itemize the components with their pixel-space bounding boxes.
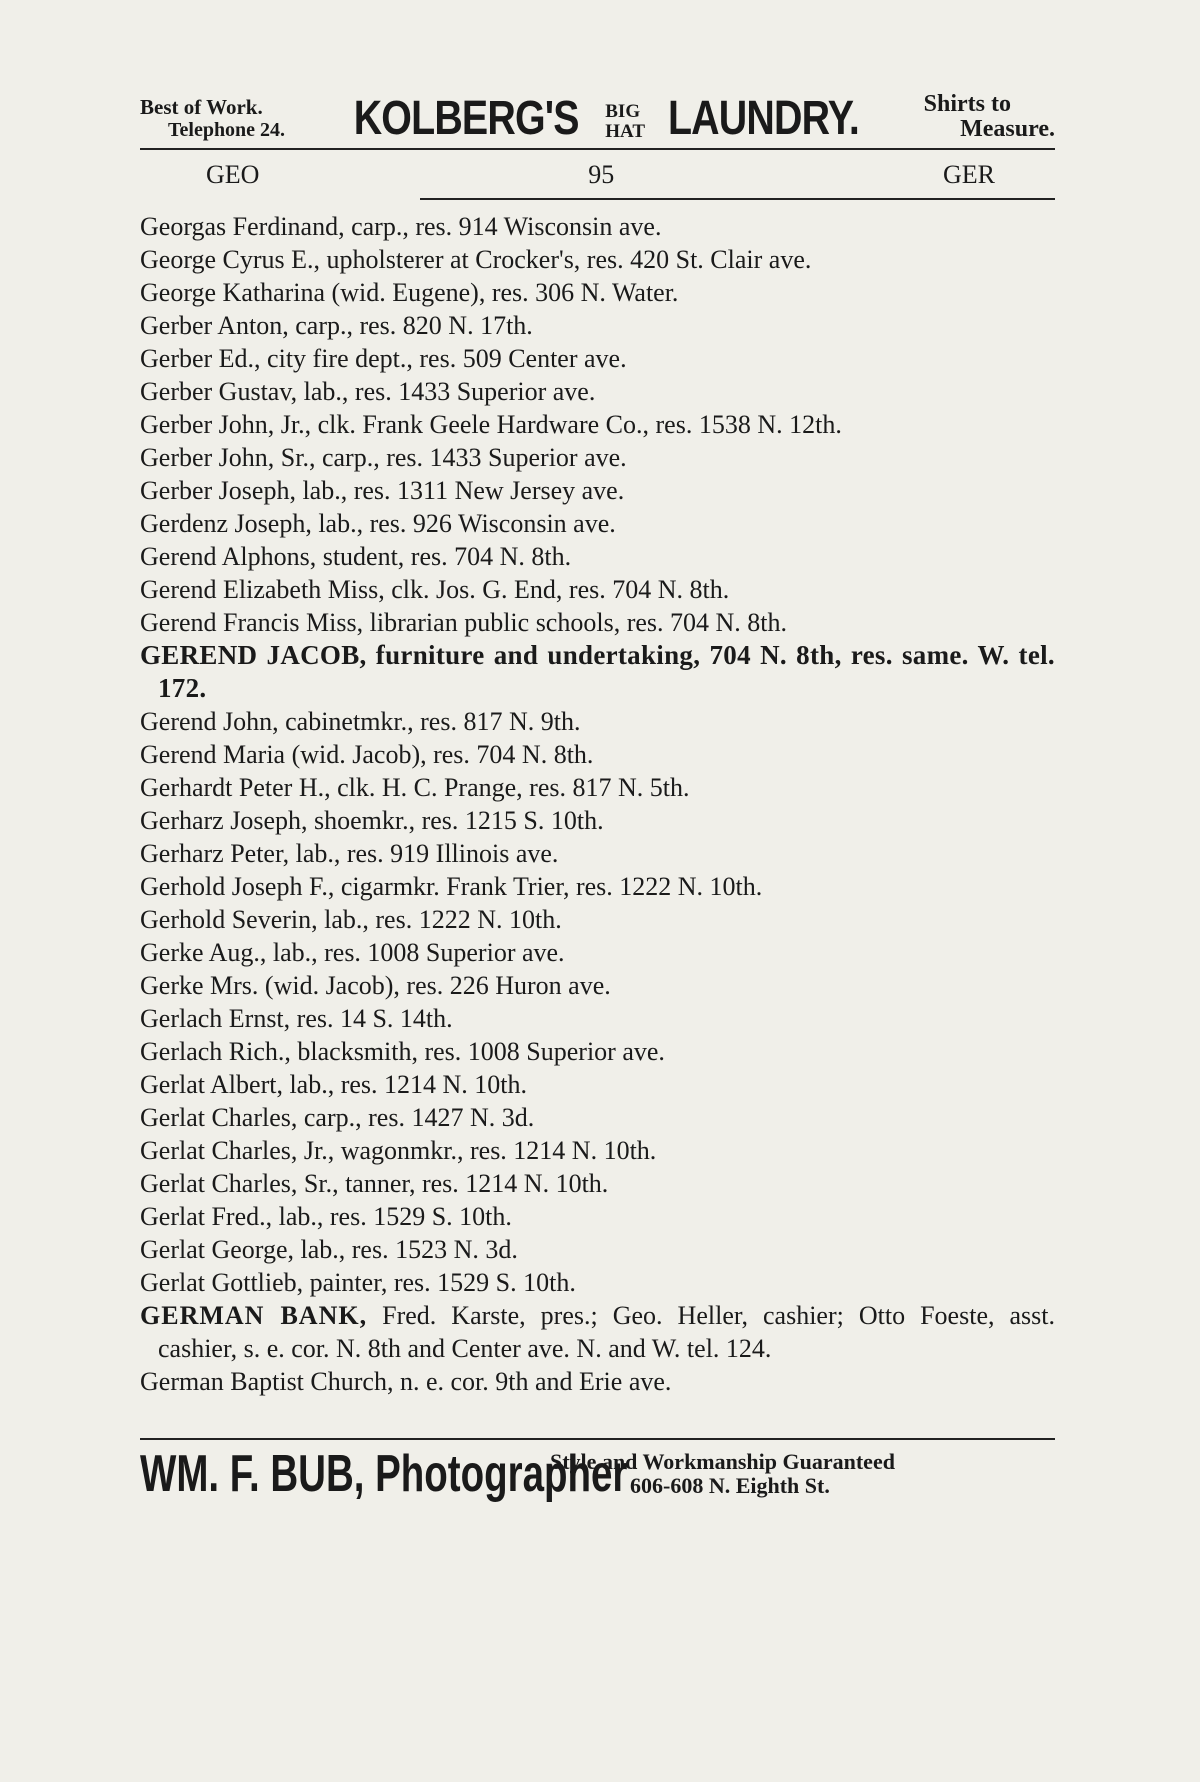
- list-item: Georgas Ferdinand, carp., res. 914 Wisconsin ave.: [140, 212, 662, 241]
- list-item: Gerber Gustav, lab., res. 1433 Superior ave.: [140, 377, 596, 406]
- photographer-name: WM. F. BUB, Photographer: [140, 1445, 628, 1503]
- list-item: Gerend John, cabinetmkr., res. 817 N. 9th.: [140, 707, 581, 736]
- list-item: George Cyrus E., upholsterer at Crocker's, res. 420 St. Clair ave.: [140, 245, 812, 274]
- stack-big: BIG: [605, 101, 641, 122]
- list-item: Gerke Mrs. (wid. Jacob), res. 226 Huron ave.: [140, 971, 611, 1000]
- head-divider: [420, 198, 1055, 200]
- list-item: Gerlat Gottlieb, painter, res. 1529 S. 10th.: [140, 1268, 576, 1297]
- list-item: Gerharz Joseph, shoemkr., res. 1215 S. 10th.: [140, 806, 604, 835]
- ad-best-of-work: Best of Work.: [140, 95, 263, 119]
- kolbergs-name: KOLBERG'S: [353, 92, 579, 145]
- directory-entries: [140, 210, 1055, 1398]
- list-item: Gerlat Charles, Sr., tanner, res. 1214 N. 10th.: [140, 1169, 609, 1198]
- photographer-slogan: Style and Workmanship Guaranteed: [550, 1449, 895, 1474]
- ad-right-text: [924, 92, 1055, 142]
- list-item: Gerber John, Jr., clk. Frank Geele Hardware Co., res. 1538 N. 12th.: [140, 410, 842, 439]
- list-item: Gerlat Albert, lab., res. 1214 N. 10th.: [140, 1070, 528, 1099]
- head-left: GEO: [206, 160, 260, 189]
- list-item: Gerhold Joseph F., cigarmkr. Frank Trier, res. 1222 N. 10th.: [140, 872, 763, 901]
- laundry-word: LAUNDRY.: [667, 92, 859, 145]
- list-item: Gerend Francis Miss, librarian public schools, res. 704 N. 8th.: [140, 608, 788, 637]
- list-item: Gerharz Peter, lab., res. 919 Illinois ave.: [140, 839, 559, 868]
- list-item: Gerhardt Peter H., clk. H. C. Prange, res. 817 N. 5th.: [140, 773, 690, 802]
- photographer-address: 606-608 N. Eighth St.: [630, 1473, 830, 1498]
- list-item: Gerhold Severin, lab., res. 1222 N. 10th.: [140, 905, 562, 934]
- list-item: Gerber Anton, carp., res. 820 N. 17th.: [140, 311, 533, 340]
- list-item-featured: GEREND JACOB, furniture and undertaking, 704 N. 8th, res. same. W. tel. 172.: [140, 640, 1055, 703]
- list-item: George Katharina (wid. Eugene), res. 306 N. Water.: [140, 278, 679, 307]
- directory-page: [140, 78, 1056, 1503]
- list-item: German Baptist Church, n. e. cor. 9th and Erie ave.: [140, 1367, 672, 1396]
- page-number: 95: [588, 160, 615, 189]
- ad-shirts-to: Shirts to: [923, 91, 1011, 117]
- german-bank-name: GERMAN BANK,: [140, 1301, 368, 1330]
- list-item-german-bank: [140, 1299, 1055, 1365]
- head-right: GER: [943, 160, 995, 189]
- ad-left-text: [140, 96, 285, 142]
- laundry-title: [329, 92, 880, 145]
- list-item: Gerdenz Joseph, lab., res. 926 Wisconsin ave.: [140, 509, 616, 538]
- ad-measure: Measure.: [960, 116, 1055, 142]
- list-item: Gerlach Ernst, res. 14 S. 14th.: [140, 1004, 453, 1033]
- list-item: Gerend Elizabeth Miss, clk. Jos. G. End, res. 704 N. 8th.: [140, 575, 730, 604]
- running-head: [140, 150, 1055, 198]
- list-item: Gerke Aug., lab., res. 1008 Superior ave.: [140, 938, 565, 967]
- list-item: Gerlat Fred., lab., res. 1529 S. 10th.: [140, 1202, 512, 1231]
- list-item: Gerlat Charles, Jr., wagonmkr., res. 1214 N. 10th.: [140, 1136, 657, 1165]
- list-item: Gerend Maria (wid. Jacob), res. 704 N. 8th.: [140, 740, 594, 769]
- list-item: Gerber John, Sr., carp., res. 1433 Superior ave.: [140, 443, 627, 472]
- stack-hat: HAT: [605, 121, 646, 142]
- bottom-divider: [140, 1438, 1055, 1440]
- list-item: Gerber Joseph, lab., res. 1311 New Jersey ave.: [140, 476, 625, 505]
- list-item: Gerber Ed., city fire dept., res. 509 Center ave.: [140, 344, 627, 373]
- list-item: Gerend Alphons, student, res. 704 N. 8th.: [140, 542, 572, 571]
- ad-telephone: Telephone 24.: [168, 119, 286, 141]
- list-item: Gerlat George, lab., res. 1523 N. 3d.: [140, 1235, 518, 1264]
- list-item: Gerlat Charles, carp., res. 1427 N. 3d.: [140, 1103, 535, 1132]
- list-item: Gerlach Rich., blacksmith, res. 1008 Superior ave.: [140, 1037, 665, 1066]
- big-hat-stack: [605, 102, 645, 142]
- photographer-advertisement: [140, 1445, 1055, 1503]
- german-bank-details: Fred. Karste, pres.; Geo. Heller, cashier; Otto Foeste, asst. cashier, s. e. cor. N. 8th and Center ave. N. and W. tel. 124.: [158, 1301, 1056, 1363]
- laundry-advertisement: [140, 78, 1055, 145]
